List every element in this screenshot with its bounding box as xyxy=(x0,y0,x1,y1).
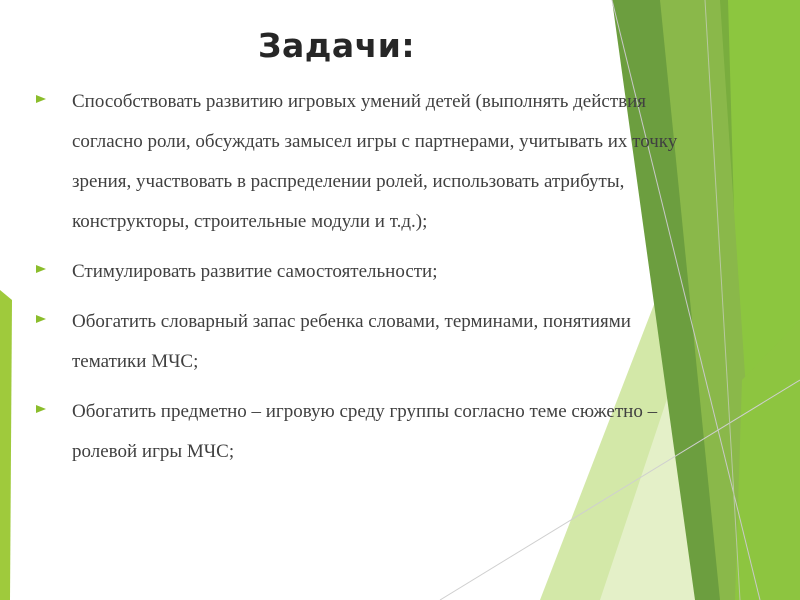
bullet-text: Обогатить предметно – игровую среду группы согласно теме сюжетно – ролевой игры МЧС; xyxy=(72,401,658,462)
triangle-bullet-icon xyxy=(36,405,46,413)
list-item xyxy=(36,252,686,292)
bullet-text: Способствовать развитию игровых умений детей (выполнять действия согласно роли, обсуждать замысел игры с партнерами, учитывать их точку зрения, участвовать в распределении ролей, использовать атрибуты, конструкторы, строительные модули и т.д.); xyxy=(72,91,678,232)
list-item xyxy=(36,302,686,382)
triangle-bullet-icon xyxy=(36,95,46,103)
triangle-bullet-icon xyxy=(36,315,46,323)
left-green-sliver xyxy=(0,290,12,600)
bullet-text: Обогатить словарный запас ребенка словами, терминами, понятиями тематики МЧС; xyxy=(72,311,631,372)
triangle-bullet-icon xyxy=(36,265,46,273)
bullet-text: Стимулировать развитие самостоятельности; xyxy=(72,261,438,282)
bullet-list xyxy=(36,82,686,482)
list-item xyxy=(36,392,686,472)
slide-title: Задачи: xyxy=(258,26,416,65)
list-item xyxy=(36,82,686,242)
